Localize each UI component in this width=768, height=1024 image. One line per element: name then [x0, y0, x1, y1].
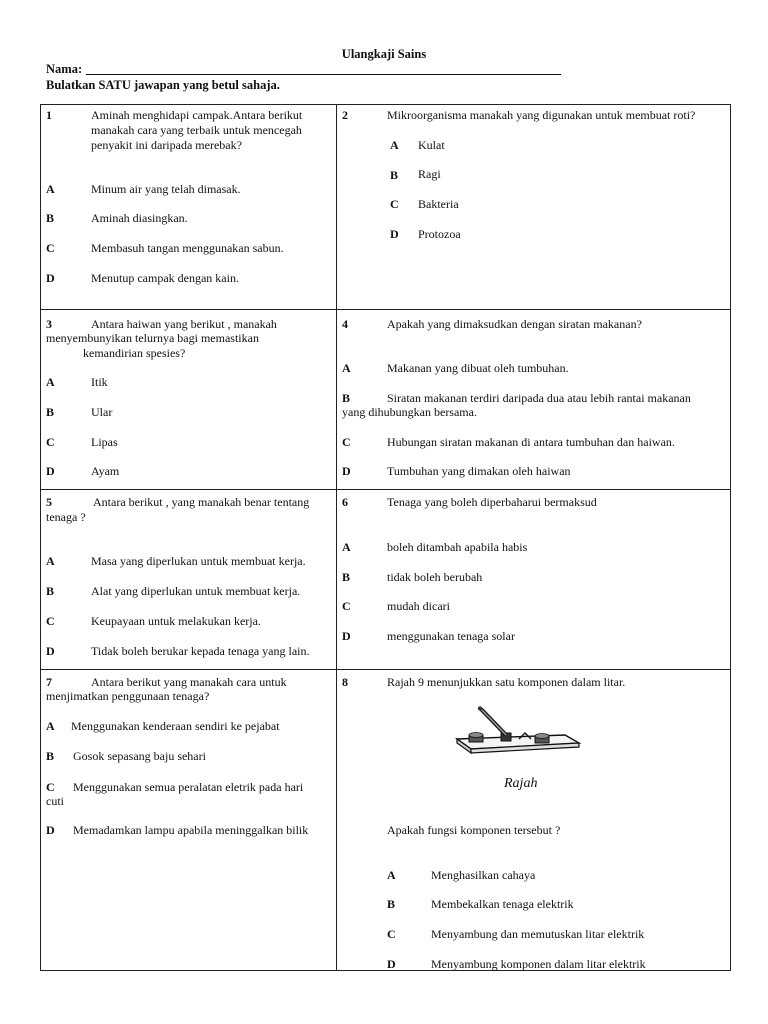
option-text: menggunakan tenaga solar: [387, 629, 515, 643]
option-text: Hubungan siratan makanan di antara tumbuhan dan haiwan.: [387, 435, 675, 449]
figure-caption: Rajah: [504, 776, 538, 791]
question-stem: Tenaga yang boleh diperbaharui bermaksud: [387, 495, 597, 509]
option-letter: B: [387, 897, 396, 911]
question-stem: penyakit ini daripada merebak?: [91, 138, 242, 152]
option-text: Protozoa: [418, 227, 461, 241]
question-stem: Antara berikut , yang manakah benar tentang: [93, 495, 310, 509]
option-letter: B: [342, 570, 351, 584]
name-field[interactable]: [86, 62, 561, 75]
question-stem: Aminah menghidapi campak.Antara berikut: [91, 108, 303, 122]
question-number: 3: [46, 317, 52, 331]
option-text: Makanan yang dibuat oleh tumbuhan.: [387, 361, 569, 375]
question-stem: Apakah fungsi komponen tersebut ?: [387, 823, 561, 837]
option-letter: C: [46, 435, 55, 449]
option-letter: C: [46, 614, 55, 628]
option-letter: D: [390, 227, 399, 241]
question-number: 1: [46, 108, 52, 122]
option-letter: D: [342, 629, 351, 643]
option-letter: A: [387, 868, 396, 882]
option-letter: B: [46, 211, 55, 225]
question-number: 5: [46, 495, 52, 509]
option-letter: D: [46, 823, 55, 837]
option-text: Lipas: [91, 435, 118, 449]
option-letter: B: [390, 168, 399, 182]
row-divider: [41, 669, 730, 670]
option-text: Menggunakan kenderaan sendiri ke pejabat: [71, 719, 280, 733]
option-letter: C: [387, 927, 396, 941]
question-number: 6: [342, 495, 348, 509]
question-stem: tenaga ?: [46, 510, 86, 524]
option-text: Tumbuhan yang dimakan oleh haiwan: [387, 464, 571, 478]
option-text: Menutup campak dengan kain.: [91, 271, 239, 285]
option-letter: A: [342, 540, 351, 554]
option-letter: A: [46, 554, 55, 568]
question-stem: Antara haiwan yang berikut , manakah: [91, 317, 277, 331]
option-letter: C: [46, 241, 55, 255]
option-text-continued: cuti: [46, 794, 64, 808]
question-number: 8: [342, 675, 348, 689]
option-letter: D: [387, 957, 396, 971]
row-divider: [41, 489, 730, 490]
option-text: Ragi: [418, 167, 441, 181]
option-text: Bakteria: [418, 197, 459, 211]
option-letter: C: [46, 780, 55, 794]
question-number: 4: [342, 317, 348, 331]
option-text: Aminah diasingkan.: [91, 211, 188, 225]
option-letter: C: [342, 599, 351, 613]
option-text: Masa yang diperlukan untuk membuat kerja.: [91, 554, 306, 568]
switch-icon: [453, 705, 583, 755]
option-letter: A: [46, 182, 55, 196]
option-text: Minum air yang telah dimasak.: [91, 182, 241, 196]
question-number: 7: [46, 675, 52, 689]
option-text: Ayam: [91, 464, 120, 478]
option-letter: C: [390, 197, 399, 211]
option-text: Alat yang diperlukan untuk membuat kerja.: [91, 584, 301, 598]
name-label: Nama:: [46, 62, 83, 76]
page-title: Ulangkaji Sains: [341, 47, 427, 61]
option-text: Menyambung komponen dalam litar elektrik: [431, 957, 646, 971]
option-text: Membasuh tangan menggunakan sabun.: [91, 241, 284, 255]
option-letter: D: [46, 644, 55, 658]
option-text: Tidak boleh berukar kepada tenaga yang lain.: [91, 644, 310, 658]
option-letter: B: [342, 391, 351, 405]
question-stem: Rajah 9 menunjukkan satu komponen dalam litar.: [387, 675, 626, 689]
option-text: Membekalkan tenaga elektrik: [431, 897, 574, 911]
option-letter: A: [46, 719, 55, 733]
column-divider: [336, 105, 337, 970]
option-letter: A: [390, 138, 399, 152]
option-letter: C: [342, 435, 351, 449]
question-number: 2: [342, 108, 348, 122]
option-text: boleh ditambah apabila habis: [387, 540, 528, 554]
option-text: Keupayaan untuk melakukan kerja.: [91, 614, 261, 628]
question-stem: manakah cara yang terbaik untuk mencegah: [91, 123, 302, 137]
option-letter: A: [342, 361, 351, 375]
option-text: tidak boleh berubah: [387, 570, 483, 584]
option-text: Kulat: [418, 138, 445, 152]
option-text: Itik: [91, 375, 108, 389]
question-stem: kemandirian spesies?: [83, 346, 186, 360]
option-text: mudah dicari: [387, 599, 450, 613]
option-text: Menyambung dan memutuskan litar elektrik: [431, 927, 645, 941]
question-stem: Antara berikut yang manakah cara untuk: [91, 675, 287, 689]
option-letter: B: [46, 405, 55, 419]
instruction: Bulatkan SATU jawapan yang betul sahaja.: [46, 78, 280, 92]
option-text: Siratan makanan terdiri daripada dua atau lebih rantai makanan: [387, 391, 691, 405]
option-letter: B: [46, 749, 55, 763]
row-divider: [41, 309, 730, 310]
question-stem: menyembunyikan telurnya bagi memastikan: [46, 331, 259, 345]
question-stem: menjimatkan penggunaan tenaga?: [46, 689, 210, 703]
option-letter: A: [46, 375, 55, 389]
option-letter: D: [342, 464, 351, 478]
option-letter: B: [46, 584, 55, 598]
option-text: Menghasilkan cahaya: [431, 868, 536, 882]
option-text: Ular: [91, 405, 113, 419]
option-text: Memadamkan lampu apabila meninggalkan bilik: [73, 823, 309, 837]
question-grid: [40, 104, 731, 971]
option-letter: D: [46, 271, 55, 285]
question-stem: Mikroorganisma manakah yang digunakan untuk membuat roti?: [387, 108, 696, 122]
question-stem: Apakah yang dimaksudkan dengan siratan makanan?: [387, 317, 642, 331]
option-text: Menggunakan semua peralatan eletrik pada hari: [73, 780, 304, 794]
option-text: Gosok sepasang baju sehari: [73, 749, 206, 763]
option-text-continued: yang dihubungkan bersama.: [342, 405, 477, 419]
option-letter: D: [46, 464, 55, 478]
